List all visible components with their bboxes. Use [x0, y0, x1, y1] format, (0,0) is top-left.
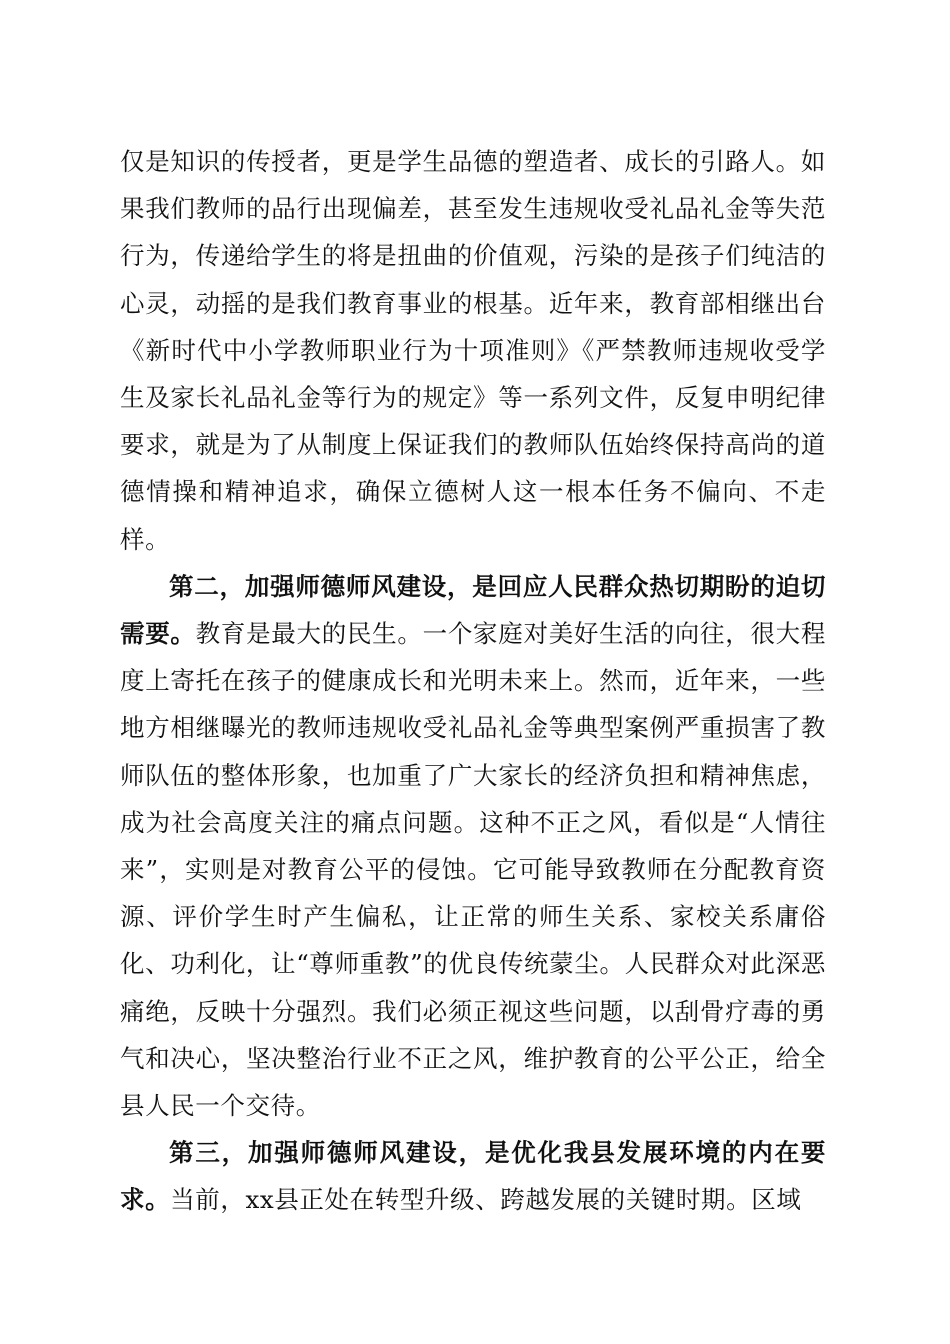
paragraph-second-point — [120, 563, 826, 1129]
document-body — [120, 138, 826, 1224]
paragraph-3-text: 当前，xx县正处在转型升级、跨越发展的关键时期。区域 — [170, 1185, 802, 1215]
paragraph-1-text: 仅是知识的传授者，更是学生品德的塑造者、成长的引路人。如果我们教师的品行出现偏差，甚至发生违规收受礼品礼金等失范行为，传递给学生的将是扭曲的价值观，污染的是孩子们纯洁的心灵，动摇的是我们教育事业的根基。近年来，教育部相继出台《新时代中小学教师职业行为十项准则》《严禁教师违规收受学生及家长礼品礼金等行为的规定》等一系列文件，反复申明纪律要求，就是为了从制度上保证我们的教师队伍始终保持高尚的道德情操和精神追求，确保立德树人这一根本任务不偏向、不走样。 — [120, 147, 826, 554]
paragraph-third-point — [120, 1129, 826, 1223]
paragraph-2-lead: 第二，加强师德师风建设，是回应人民群众热切期盼的迫切需要。 — [120, 571, 826, 649]
paragraph-2-text: 教育是最大的民生。一个家庭对美好生活的向往，很大程度上寄托在孩子的健康成长和光明未来上。然而，近年来，一些地方相继曝光的教师违规收受礼品礼金等典型案例严重损害了教师队伍的整体形象，也加重了广大家长的经济负担和精神焦虑，成为社会高度关注的痛点问题。这种不正之风，看似是“人情往来”，实则是对教育公平的侵蚀。它可能导致教师在分配教育资源、评价学生时产生偏私，让正常的师生关系、家校关系庸俗化、功利化，让“尊师重教”的优良传统蒙尘。人民群众对此深恶痛绝，反映十分强烈。我们必须正视这些问题，以刮骨疗毒的勇气和决心，坚决整治行业不正之风，维护教育的公平公正，给全县人民一个交待。 — [120, 619, 826, 1121]
paragraph-continuation — [120, 138, 826, 563]
paragraph-3-lead: 第三，加强师德师风建设，是优化我县发展环境的内在要求。 — [120, 1138, 826, 1215]
